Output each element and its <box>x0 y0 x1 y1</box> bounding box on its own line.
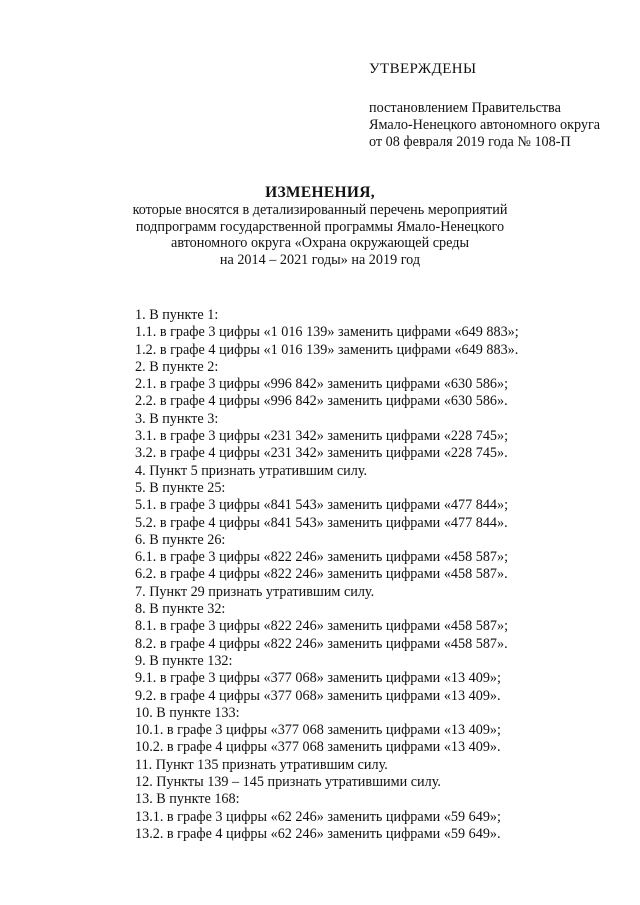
list-item: 13.2. в графе 4 цифры «62 246» заменить цифрами «59 649». <box>135 825 501 842</box>
list-item: 8. В пункте 32: <box>135 601 226 618</box>
list-item: 3.1. в графе 3 цифры «231 342» заменить цифрами «228 745»; <box>135 428 509 445</box>
list-item: 3. В пункте 3: <box>135 410 219 427</box>
document-subtitle-line: автономного округа «Охрана окружающей среды <box>171 235 469 251</box>
document-subtitle-line: на 2014 – 2021 годы» на 2019 год <box>219 251 421 268</box>
list-item: 12. Пункты 139 – 145 признать утратившими силу. <box>135 774 441 791</box>
list-item: 1.2. в графе 4 цифры «1 016 139» заменить цифрами «649 883». <box>135 341 519 358</box>
list-item: 7. Пункт 29 признать утратившим силу. <box>135 583 375 600</box>
list-item: 9. В пункте 132: <box>135 652 233 669</box>
list-item: 10.1. в графе 3 цифры «377 068 заменить цифрами «13 409»; <box>135 722 501 739</box>
list-item: 8.2. в графе 4 цифры «822 246» заменить цифрами «458 587». <box>135 635 508 652</box>
list-item: 10. В пункте 133: <box>135 704 240 721</box>
changes-list <box>135 307 605 843</box>
list-item: 1.1. в графе 3 цифры «1 016 139» заменить цифрами «649 883»; <box>135 324 519 341</box>
list-item: 13.1. в графе 3 цифры «62 246» заменить цифрами «59 649»; <box>135 808 501 825</box>
list-item: 8.1. в графе 3 цифры «822 246» заменить цифрами «458 587»; <box>135 618 509 635</box>
document-subtitle-line: которые вносятся в детализированный перечень мероприятий <box>132 202 508 218</box>
approval-title: УТВЕРЖДЕНЫ <box>369 61 477 77</box>
list-item: 5.1. в графе 3 цифры «841 543» заменить цифрами «477 844»; <box>135 497 509 514</box>
list-item: 1. В пункте 1: <box>135 307 219 323</box>
list-item: 5. В пункте 25: <box>135 479 226 496</box>
approval-line: Ямало-Ненецкого автономного округа <box>369 117 601 133</box>
list-item: 4. Пункт 5 признать утратившим силу. <box>135 462 368 479</box>
list-item: 2.1. в графе 3 цифры «996 842» заменить цифрами «630 586»; <box>135 376 509 393</box>
list-item: 6. В пункте 26: <box>135 531 226 548</box>
approval-line: от 08 февраля 2019 года № 108-П <box>369 134 571 150</box>
list-item: 13. В пункте 168: <box>135 791 240 808</box>
list-item: 10.2. в графе 4 цифры «377 068 заменить цифрами «13 409». <box>135 739 501 756</box>
approval-line: постановлением Правительства <box>369 100 561 116</box>
list-item: 11. Пункт 135 признать утратившим силу. <box>135 756 388 773</box>
document-title: ИЗМЕНЕНИЯ, <box>265 184 375 201</box>
list-item: 6.1. в графе 3 цифры «822 246» заменить цифрами «458 587»; <box>135 549 509 566</box>
list-item: 6.2. в графе 4 цифры «822 246» заменить цифрами «458 587». <box>135 566 508 583</box>
list-item: 3.2. в графе 4 цифры «231 342» заменить цифрами «228 745». <box>135 445 508 462</box>
list-item: 9.1. в графе 3 цифры «377 068» заменить цифрами «13 409»; <box>135 670 501 687</box>
document-header <box>60 183 580 268</box>
list-item: 5.2. в графе 4 цифры «841 543» заменить цифрами «477 844». <box>135 514 508 531</box>
document-subtitle-line: подпрограмм государственной программы Ямало-Ненецкого <box>135 218 505 235</box>
list-item: 9.2. в графе 4 цифры «377 068» заменить цифрами «13 409». <box>135 687 501 704</box>
list-item: 2.2. в графе 4 цифры «996 842» заменить цифрами «630 586». <box>135 393 508 410</box>
approval-block <box>369 60 619 151</box>
list-item: 2. В пункте 2: <box>135 358 219 375</box>
